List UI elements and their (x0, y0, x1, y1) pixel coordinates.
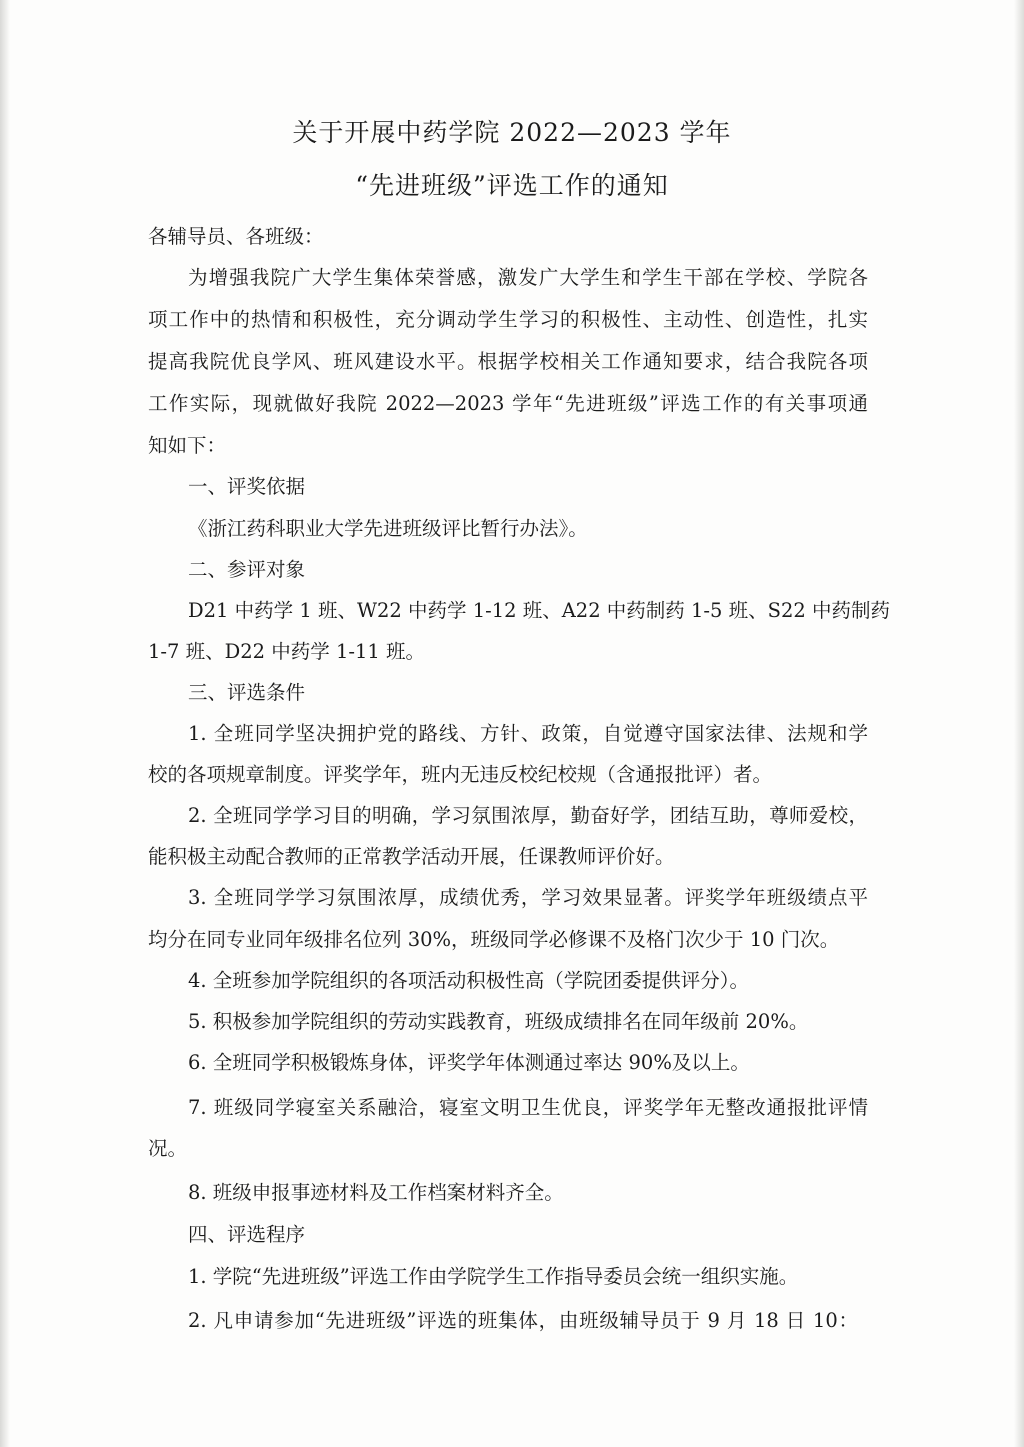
condition-5: 5. 积极参加学院组织的劳动实践教育，班级成绩排名在同年级前 20%。 (188, 1010, 809, 1033)
intro-line-3: 提高我院优良学风、班风建设水平。根据学校相关工作通知要求，结合我院各项 (148, 350, 868, 373)
condition-2-line-2: 能积极主动配合教师的正常教学活动开展，任课教师评价好。 (148, 845, 675, 868)
salutation: 各辅导员、各班级： (148, 225, 324, 248)
section-1-text: 《浙江药科职业大学先进班级评比暂行办法》。 (188, 517, 588, 540)
condition-1-line-1: 1. 全班同学坚决拥护党的路线、方针、政策，自觉遵守国家法律、法规和学 (188, 722, 868, 745)
section-1-heading: 一、评奖依据 (188, 475, 306, 498)
section-2-heading: 二、参评对象 (188, 558, 306, 581)
section-3-heading: 三、评选条件 (188, 681, 306, 704)
condition-3-line-2: 均分在同专业同年级排名位列 30%，班级同学必修课不及格门次少于 10 门次。 (148, 928, 840, 951)
condition-1-line-2: 校的各项规章制度。评奖学年，班内无违反校纪校规（含通报批评）者。 (148, 763, 773, 786)
condition-3-line-1: 3. 全班同学学习氛围浓厚，成绩优秀，学习效果显著。评奖学年班级绩点平 (188, 886, 868, 909)
notice-title-line-2: “先进班级”评选工作的通知 (355, 171, 669, 200)
scan-edge-right (1014, 0, 1024, 1447)
condition-6: 6. 全班同学积极锻炼身体，评奖学年体测通过率达 90%及以上。 (188, 1051, 750, 1074)
condition-7-line-1: 7. 班级同学寝室关系融洽，寝室文明卫生优良，评奖学年无整改通报批评情 (188, 1096, 868, 1119)
scan-edge-left (0, 0, 10, 1447)
procedure-1: 1. 学院“先进班级”评选工作由学院学生工作指导委员会统一组织实施。 (188, 1265, 799, 1288)
procedure-2: 2. 凡申请参加“先进班级”评选的班集体，由班级辅导员于 9 月 18 日 10： (188, 1309, 858, 1332)
intro-line-1: 为增强我院广大学生集体荣誉感，激发广大学生和学生干部在学校、学院各 (188, 266, 868, 289)
condition-2-line-1: 2. 全班同学学习目的明确，学习氛围浓厚，勤奋好学，团结互助，尊师爱校， (188, 804, 868, 827)
section-2-line-2: 1-7 班、D22 中药学 1-11 班。 (148, 640, 425, 663)
condition-8: 8. 班级申报事迹材料及工作档案材料齐全。 (188, 1181, 564, 1204)
intro-line-4: 工作实际，现就做好我院 2022—2023 学年“先进班级”评选工作的有关事项通 (148, 392, 868, 415)
intro-line-5: 知如下： (148, 434, 227, 457)
condition-4: 4. 全班参加学院组织的各项活动积极性高（学院团委提供评分）。 (188, 969, 750, 992)
intro-line-2: 项工作中的热情和积极性，充分调动学生学习的积极性、主动性、创造性，扎实 (148, 308, 868, 331)
section-4-heading: 四、评选程序 (188, 1223, 306, 1246)
notice-title-line-1: 关于开展中药学院 2022—2023 学年 (292, 118, 732, 147)
section-2-line-1: D21 中药学 1 班、W22 中药学 1-12 班、A22 中药制药 1-5 班、S22 中药制药 (188, 599, 890, 622)
condition-7-line-2: 况。 (148, 1137, 188, 1160)
